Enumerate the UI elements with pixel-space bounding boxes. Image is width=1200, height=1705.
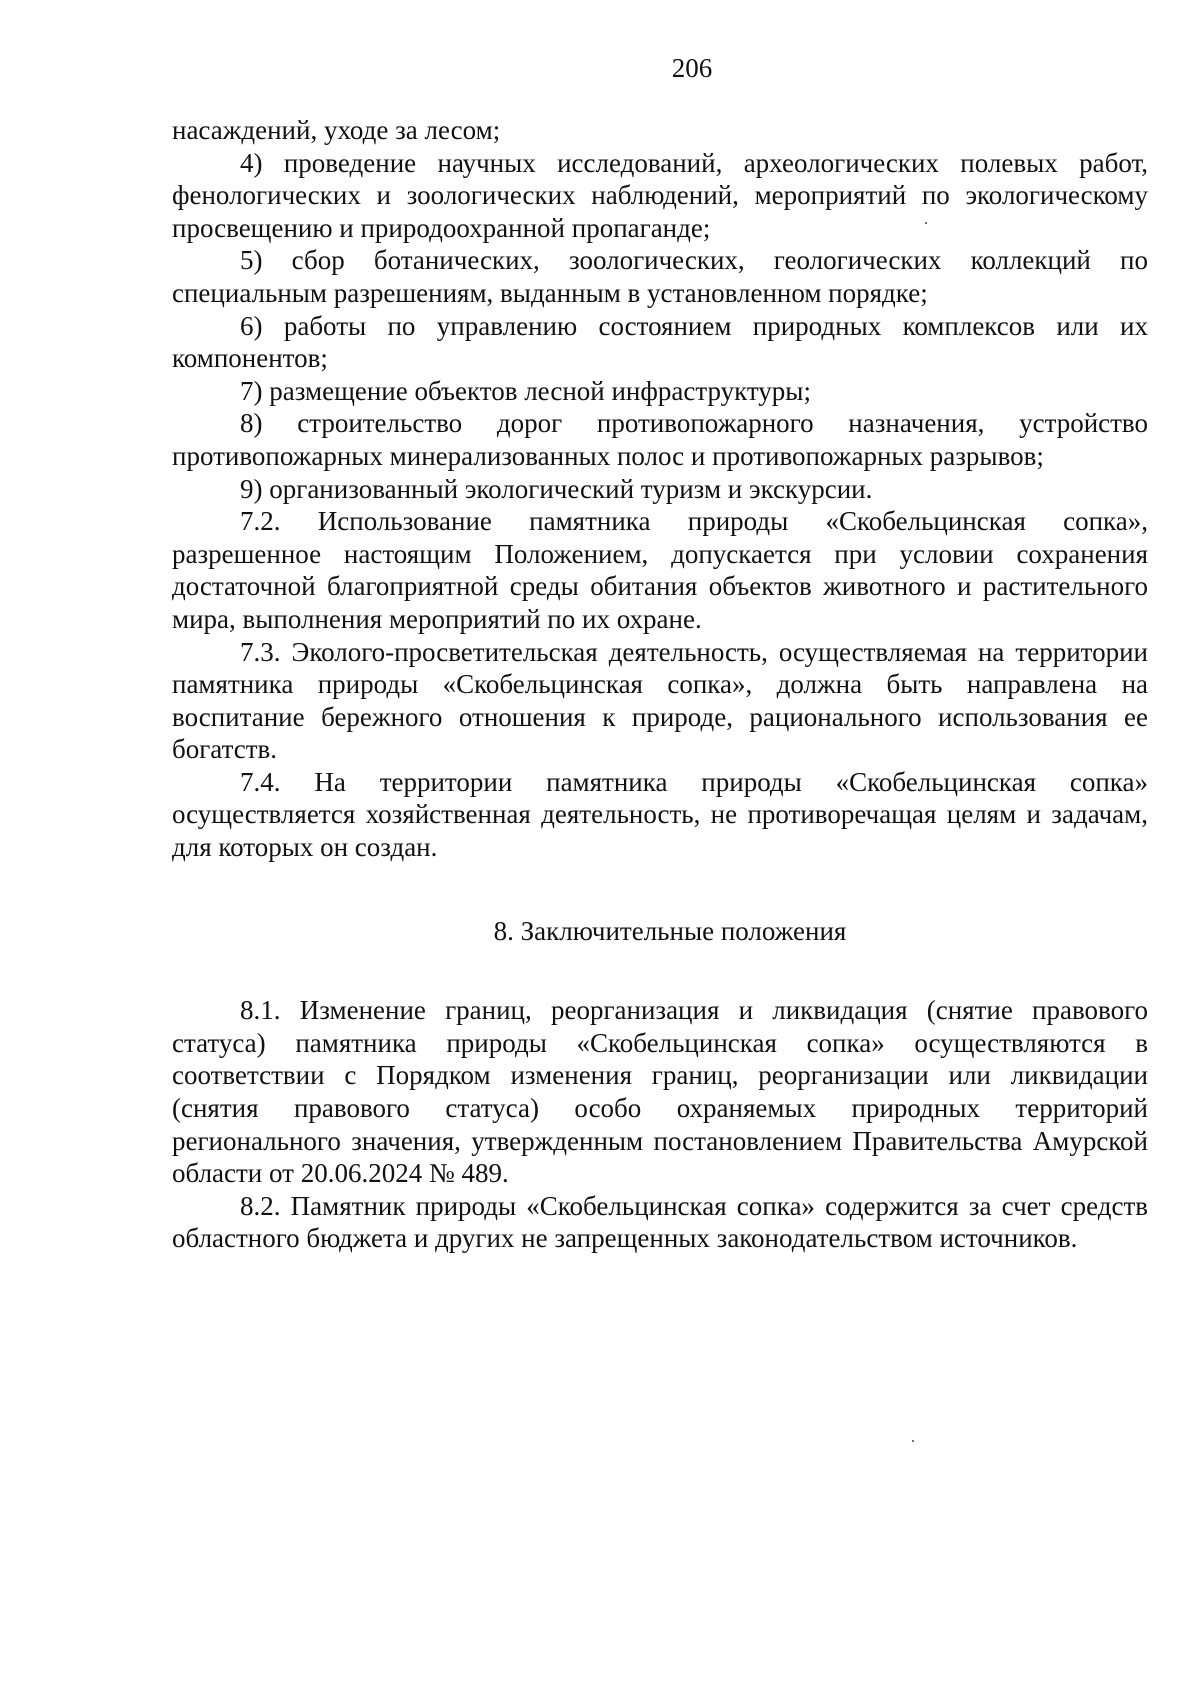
list-item-5: 5) сбор ботанических, зоологических, геологических коллекций по специальным разрешениям, выданным в установленном порядке; [172,245,1148,308]
page-number: 206 [671,53,713,83]
scan-speck [912,1440,914,1442]
list-item-6: 6) работы по управлению состоянием природных комплексов или их компонентов; [172,310,1148,374]
clause-7-4: 7.4. На территории памятника природы «Скобельцинская сопка» осуществляется хозяйственная деятельность, не противоречащая целям и задачам, для которых он создан. [172,766,1148,863]
list-item-4: 4) проведение научных исследований, археологических полевых работ, фенологических и зоологических наблюдений, мероприятий по экологическому просвещению и природоохранной пропаганде; [172,147,1148,243]
clause-8-2: 8.2. Памятник природы «Скобельцинская сопка» содержится за счет средств областного бюджета и других не запрещенных законодательством источников. [172,1190,1148,1254]
clause-8-1: 8.1. Изменение границ, реорганизация и ликвидация (снятие правового статуса) памятника природы «Скобельцинская сопка» осуществляются в соответствии с Порядком изменения границ, реорганизации или ликвидации (снятия правового статуса) особо охраняемых природных территорий регионального значения, утвержденным постановлением Правительства Амурской области от 20.06.2024 № 489. [172,995,1148,1189]
list-item-7: 7) размещение объектов лесной инфраструктуры; [240,375,811,406]
clause-7-3: 7.3. Эколого-просветительская деятельность, осуществляемая на территории памятника природы «Скобельцинская сопка», должна быть направлена на воспитание бережного отношения к природе, рационального использования ее богатств. [172,636,1148,765]
section-heading: 8. Заключительные положения [493,915,847,946]
list-item-8: 8) строительство дорог противопожарного назначения, устройство противопожарных минерализованных полос и противопожарных разрывов; [172,408,1148,471]
scan-speck [925,222,927,224]
list-item-9: 9) организованный экологический туризм и экскурсии. [240,473,873,504]
paragraph-continuation: насаждений, уходе за лесом; [172,115,501,145]
document-body [172,114,1148,1255]
clause-7-2: 7.2. Использование памятника природы «Скобельцинская сопка», разрешенное настоящим Положением, допускается при условии сохранения достаточной благоприятной среды обитания объектов животного и растительного мира, выполнения мероприятий по их охране. [172,506,1148,634]
